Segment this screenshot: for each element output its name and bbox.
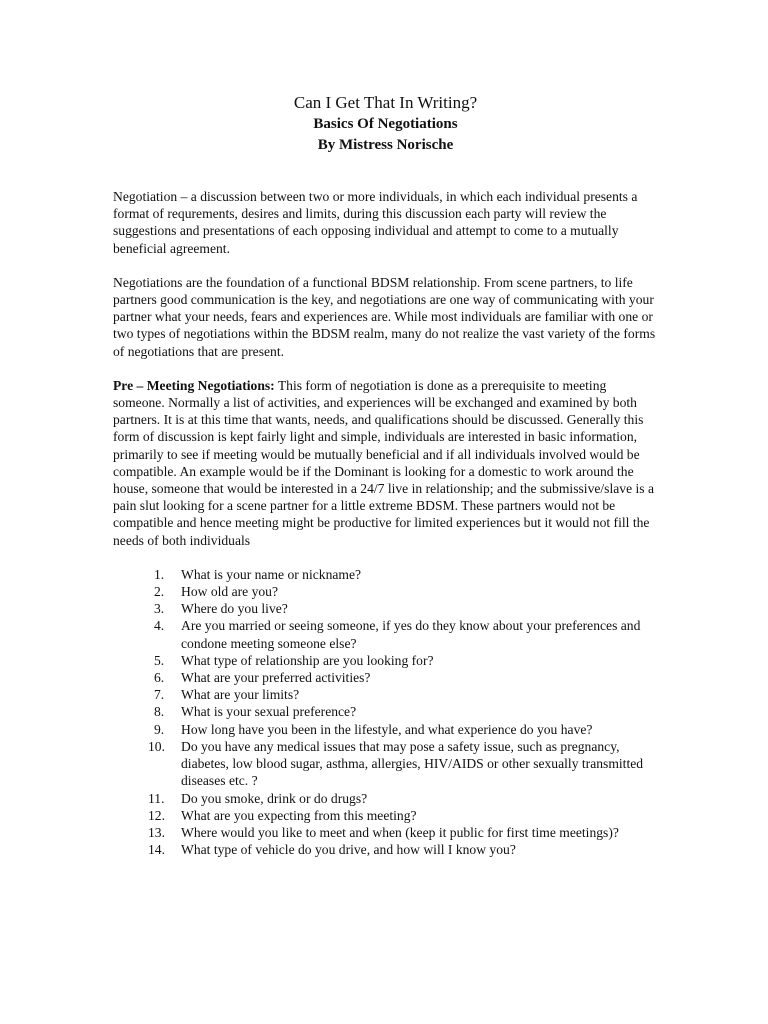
list-item-number: 12. bbox=[148, 807, 165, 823]
list-item bbox=[154, 566, 658, 583]
list-item-text: What is your sexual preference? bbox=[181, 704, 357, 720]
list-item bbox=[154, 617, 658, 651]
list-item-number: 13. bbox=[148, 824, 165, 840]
list-item bbox=[148, 824, 658, 841]
question-list bbox=[113, 566, 658, 858]
list-item-number: 6. bbox=[154, 670, 165, 686]
pre-meeting-heading: Pre – Meeting Negotiations: bbox=[113, 377, 275, 393]
list-item-number: 10. bbox=[148, 738, 165, 754]
list-item bbox=[154, 703, 658, 720]
list-item-number: 9. bbox=[154, 721, 165, 737]
list-item-text: Where would you like to meet and when (keep it public for first time meetings)? bbox=[181, 824, 619, 840]
list-item-number: 2. bbox=[154, 584, 165, 600]
list-item bbox=[148, 790, 658, 807]
document-author: By Mistress Norische bbox=[317, 137, 454, 153]
list-item bbox=[148, 738, 658, 790]
list-item-number: 1. bbox=[154, 566, 165, 582]
list-item bbox=[154, 583, 658, 600]
list-item-text: Are you married or seeing someone, if yes do they know about your preferences and condone meeting someone else? bbox=[181, 618, 641, 651]
list-item-text: Do you smoke, drink or do drugs? bbox=[181, 790, 368, 806]
list-item bbox=[148, 807, 658, 824]
list-item-text: What type of vehicle do you drive, and how will I know you? bbox=[181, 842, 516, 858]
definition-paragraph: Negotiation – a discussion between two or more individuals, in which each individual presents a format of requrements, desires and limits, during this discussion each party will review the suggestions and presentations of each opposing individual and attempt to come to a mutually beneficial agreement. bbox=[113, 189, 638, 256]
list-item bbox=[154, 721, 658, 738]
list-item-number: 4. bbox=[154, 618, 165, 634]
pre-meeting-body: This form of negotiation is done as a prerequisite to meeting someone. Normally a list of activities, and experiences will be exchanged and examined by both partners. It is at this time that wants, needs, and qualifications should be discussed. Generally this form of discussion is kept fairly light and simple, individuals are interested in basic information, primarily to see if meeting would be mutually beneficial and if all individuals involved would be compatible. An example would be if the Dominant is looking for a domestic to work around the house, someone that would be interested in a 24/7 live in relationship; and the submissive/slave is a pain slut looking for a scene partner for a little extreme BDSM. These partners would not be compatible and hence meeting might be productive for limited experiences but it would not fill the needs of both individuals bbox=[113, 377, 655, 548]
document-subtitle: Basics Of Negotiations bbox=[313, 116, 458, 132]
list-item-text: What type of relationship are you looking for? bbox=[181, 652, 434, 668]
list-item-text: How long have you been in the lifestyle, and what experience do you have? bbox=[181, 721, 593, 737]
list-item-number: 8. bbox=[154, 704, 165, 720]
foundation-paragraph: Negotiations are the foundation of a functional BDSM relationship. From scene partners, to life partners good communication is the key, and negotiations are one way of communicating with your partner what your needs, fears and experiences are. While most individuals are familiar with one or two types of negotiations within the BDSM realm, many do not realize the vast variety of the forms of negotiations that are present. bbox=[113, 274, 656, 359]
list-item-number: 5. bbox=[154, 652, 165, 668]
list-item bbox=[154, 669, 658, 686]
list-item bbox=[148, 841, 658, 858]
title-block bbox=[113, 92, 658, 156]
list-item-text: Where do you live? bbox=[181, 601, 288, 617]
list-item-text: Do you have any medical issues that may pose a safety issue, such as pregnancy, diabetes, low blood sugar, asthma, allergies, HIV/AIDS or other sexually transmitted diseases etc. ? bbox=[181, 738, 644, 789]
document-title: Can I Get That In Writing? bbox=[293, 93, 478, 112]
list-item-text: What are your preferred activities? bbox=[181, 670, 371, 686]
list-item-text: What are you expecting from this meeting? bbox=[181, 807, 417, 823]
list-item-number: 11. bbox=[148, 790, 165, 806]
list-item bbox=[154, 652, 658, 669]
list-item-number: 7. bbox=[154, 687, 165, 703]
list-item-number: 3. bbox=[154, 601, 165, 617]
document-page bbox=[113, 92, 658, 858]
list-item-number: 14. bbox=[148, 842, 165, 858]
list-item-text: How old are you? bbox=[181, 584, 279, 600]
list-item bbox=[154, 686, 658, 703]
pre-meeting-paragraph bbox=[113, 377, 658, 549]
list-item-text: What are your limits? bbox=[181, 687, 300, 703]
list-item-text: What is your name or nickname? bbox=[181, 566, 362, 582]
list-item bbox=[154, 600, 658, 617]
